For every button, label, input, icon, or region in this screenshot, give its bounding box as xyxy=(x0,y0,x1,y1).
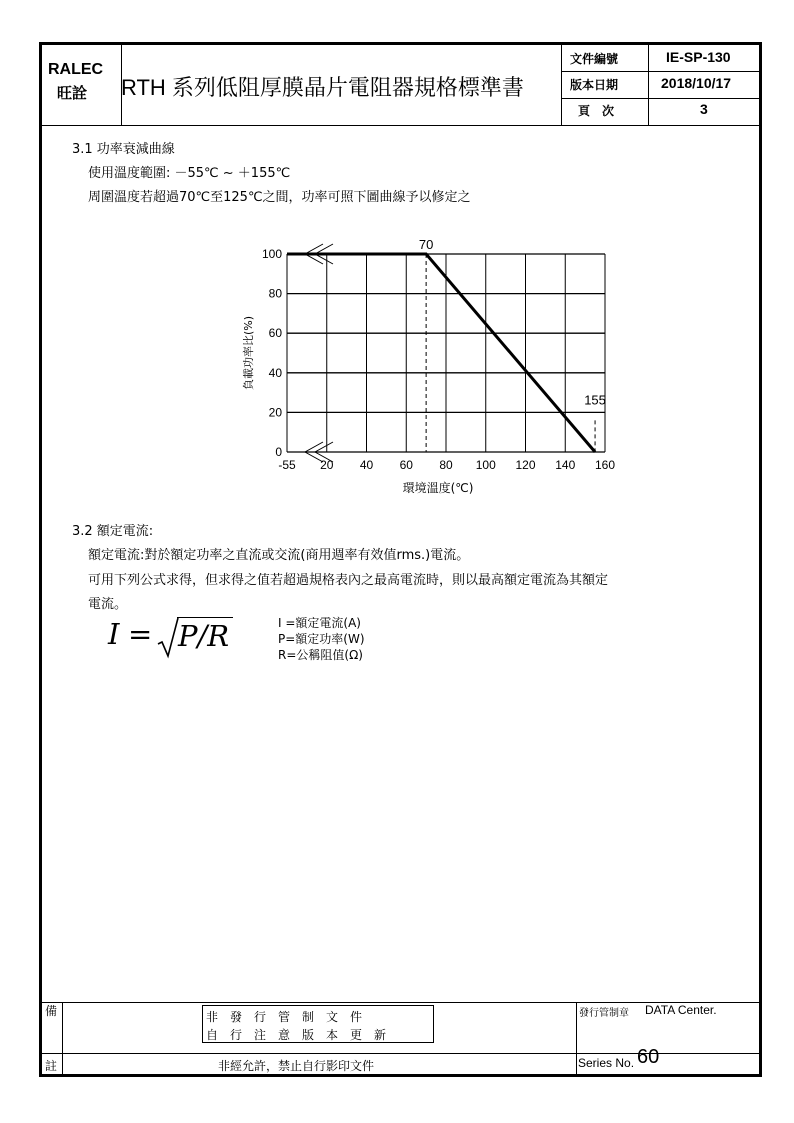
legend-power: P=額定功率(W) xyxy=(278,632,365,646)
derating-description: 周圍溫度若超過70℃至125℃之間，功率可照下圖曲線予以修定之 xyxy=(88,190,471,205)
sqrt-sign-icon xyxy=(156,616,180,660)
field-value-version-date: 2018/10/17 xyxy=(661,75,732,91)
sqrt-vinculum xyxy=(177,617,233,618)
header-field-line-1 xyxy=(561,71,759,72)
x-tick-label: -55 xyxy=(278,458,296,472)
legend-current: I =額定電流(A) xyxy=(278,616,361,630)
stamp-value: DATA Center. xyxy=(645,1003,717,1017)
footer-remark-top: 備 xyxy=(45,1004,58,1018)
temperature-range-text: 使用溫度範圍: －55℃ ~ ＋155℃ xyxy=(88,166,291,181)
notice-check-version: 自 行 注 意 版 本 更 新 xyxy=(206,1028,387,1042)
footer-divider-right xyxy=(576,1002,577,1077)
x-tick-label: 80 xyxy=(439,458,453,472)
annotation-label: 155 xyxy=(584,392,606,408)
series-value: 60 xyxy=(637,1046,660,1068)
field-value-doc-no: IE-SP-130 xyxy=(666,49,731,65)
x-tick-label: 120 xyxy=(515,458,536,472)
rated-current-definition: 額定電流:對於額定功率之直流或交流(商用週率有效值rms.)電流。 xyxy=(88,548,470,563)
rated-current-rule-cont: 電流。 xyxy=(88,597,128,612)
document-title: RTH 系列低阻厚膜晶片電阻器規格標準書 xyxy=(121,75,524,100)
y-axis-label: 負載功率比(%) xyxy=(242,315,255,391)
section-3-2-heading: 3.2 額定電流: xyxy=(72,524,154,539)
legend-resistance: R=公稱阻值(Ω) xyxy=(278,648,363,662)
y-tick-label: 20 xyxy=(268,405,282,420)
y-tick-label: 40 xyxy=(268,365,282,380)
x-tick-label: 20 xyxy=(320,458,334,472)
notice-uncontrolled: 非 發 行 管 制 文 件 xyxy=(206,1010,363,1024)
y-tick-label: 100 xyxy=(261,247,282,261)
rated-current-rule: 可用下列公式求得，但求得之值若超過規格表內之最高電流時，則以最高額定電流為其額定 xyxy=(88,573,609,588)
x-axis-label: 環境溫度(℃) xyxy=(402,481,474,495)
copyright-notice: 非經允許，禁止自行影印文件 xyxy=(218,1059,375,1073)
company-en: RALEC xyxy=(48,61,104,78)
footer-divider-left xyxy=(62,1002,63,1077)
field-label-version-date: 版本日期 xyxy=(570,78,619,92)
header-divider-fields xyxy=(648,45,649,125)
stamp-label: 發行管制章 xyxy=(579,1008,629,1019)
x-tick-label: 160 xyxy=(594,458,616,472)
series-label: Series No. xyxy=(578,1056,635,1070)
header-field-line-2 xyxy=(561,98,759,99)
field-value-page: 3 xyxy=(700,101,708,117)
footer-remark-bottom: 註 xyxy=(45,1059,58,1073)
field-label-page: 頁 次 xyxy=(578,104,615,118)
formula-equals: = xyxy=(128,617,153,651)
x-tick-label: 100 xyxy=(475,458,496,472)
field-label-doc-no: 文件編號 xyxy=(570,52,619,66)
y-tick-label: 80 xyxy=(268,286,282,301)
section-3-1-heading: 3.1 功率衰減曲線 xyxy=(72,142,175,157)
header-divider-title xyxy=(561,45,562,125)
x-tick-label: 60 xyxy=(399,458,413,472)
y-tick-label: 0 xyxy=(275,445,282,459)
formula-radicand: P/R xyxy=(178,619,230,653)
y-tick-label: 60 xyxy=(268,326,282,341)
header-bottom-line xyxy=(42,125,759,126)
x-tick-label: 40 xyxy=(359,458,374,472)
x-tick-label: 140 xyxy=(555,458,576,472)
company-zh: 旺詮 xyxy=(57,84,88,102)
formula-lhs: I xyxy=(108,617,120,651)
derating-curve-chart xyxy=(220,232,620,502)
derating-curve-line xyxy=(287,254,595,452)
annotation-label: 70 xyxy=(418,237,434,252)
